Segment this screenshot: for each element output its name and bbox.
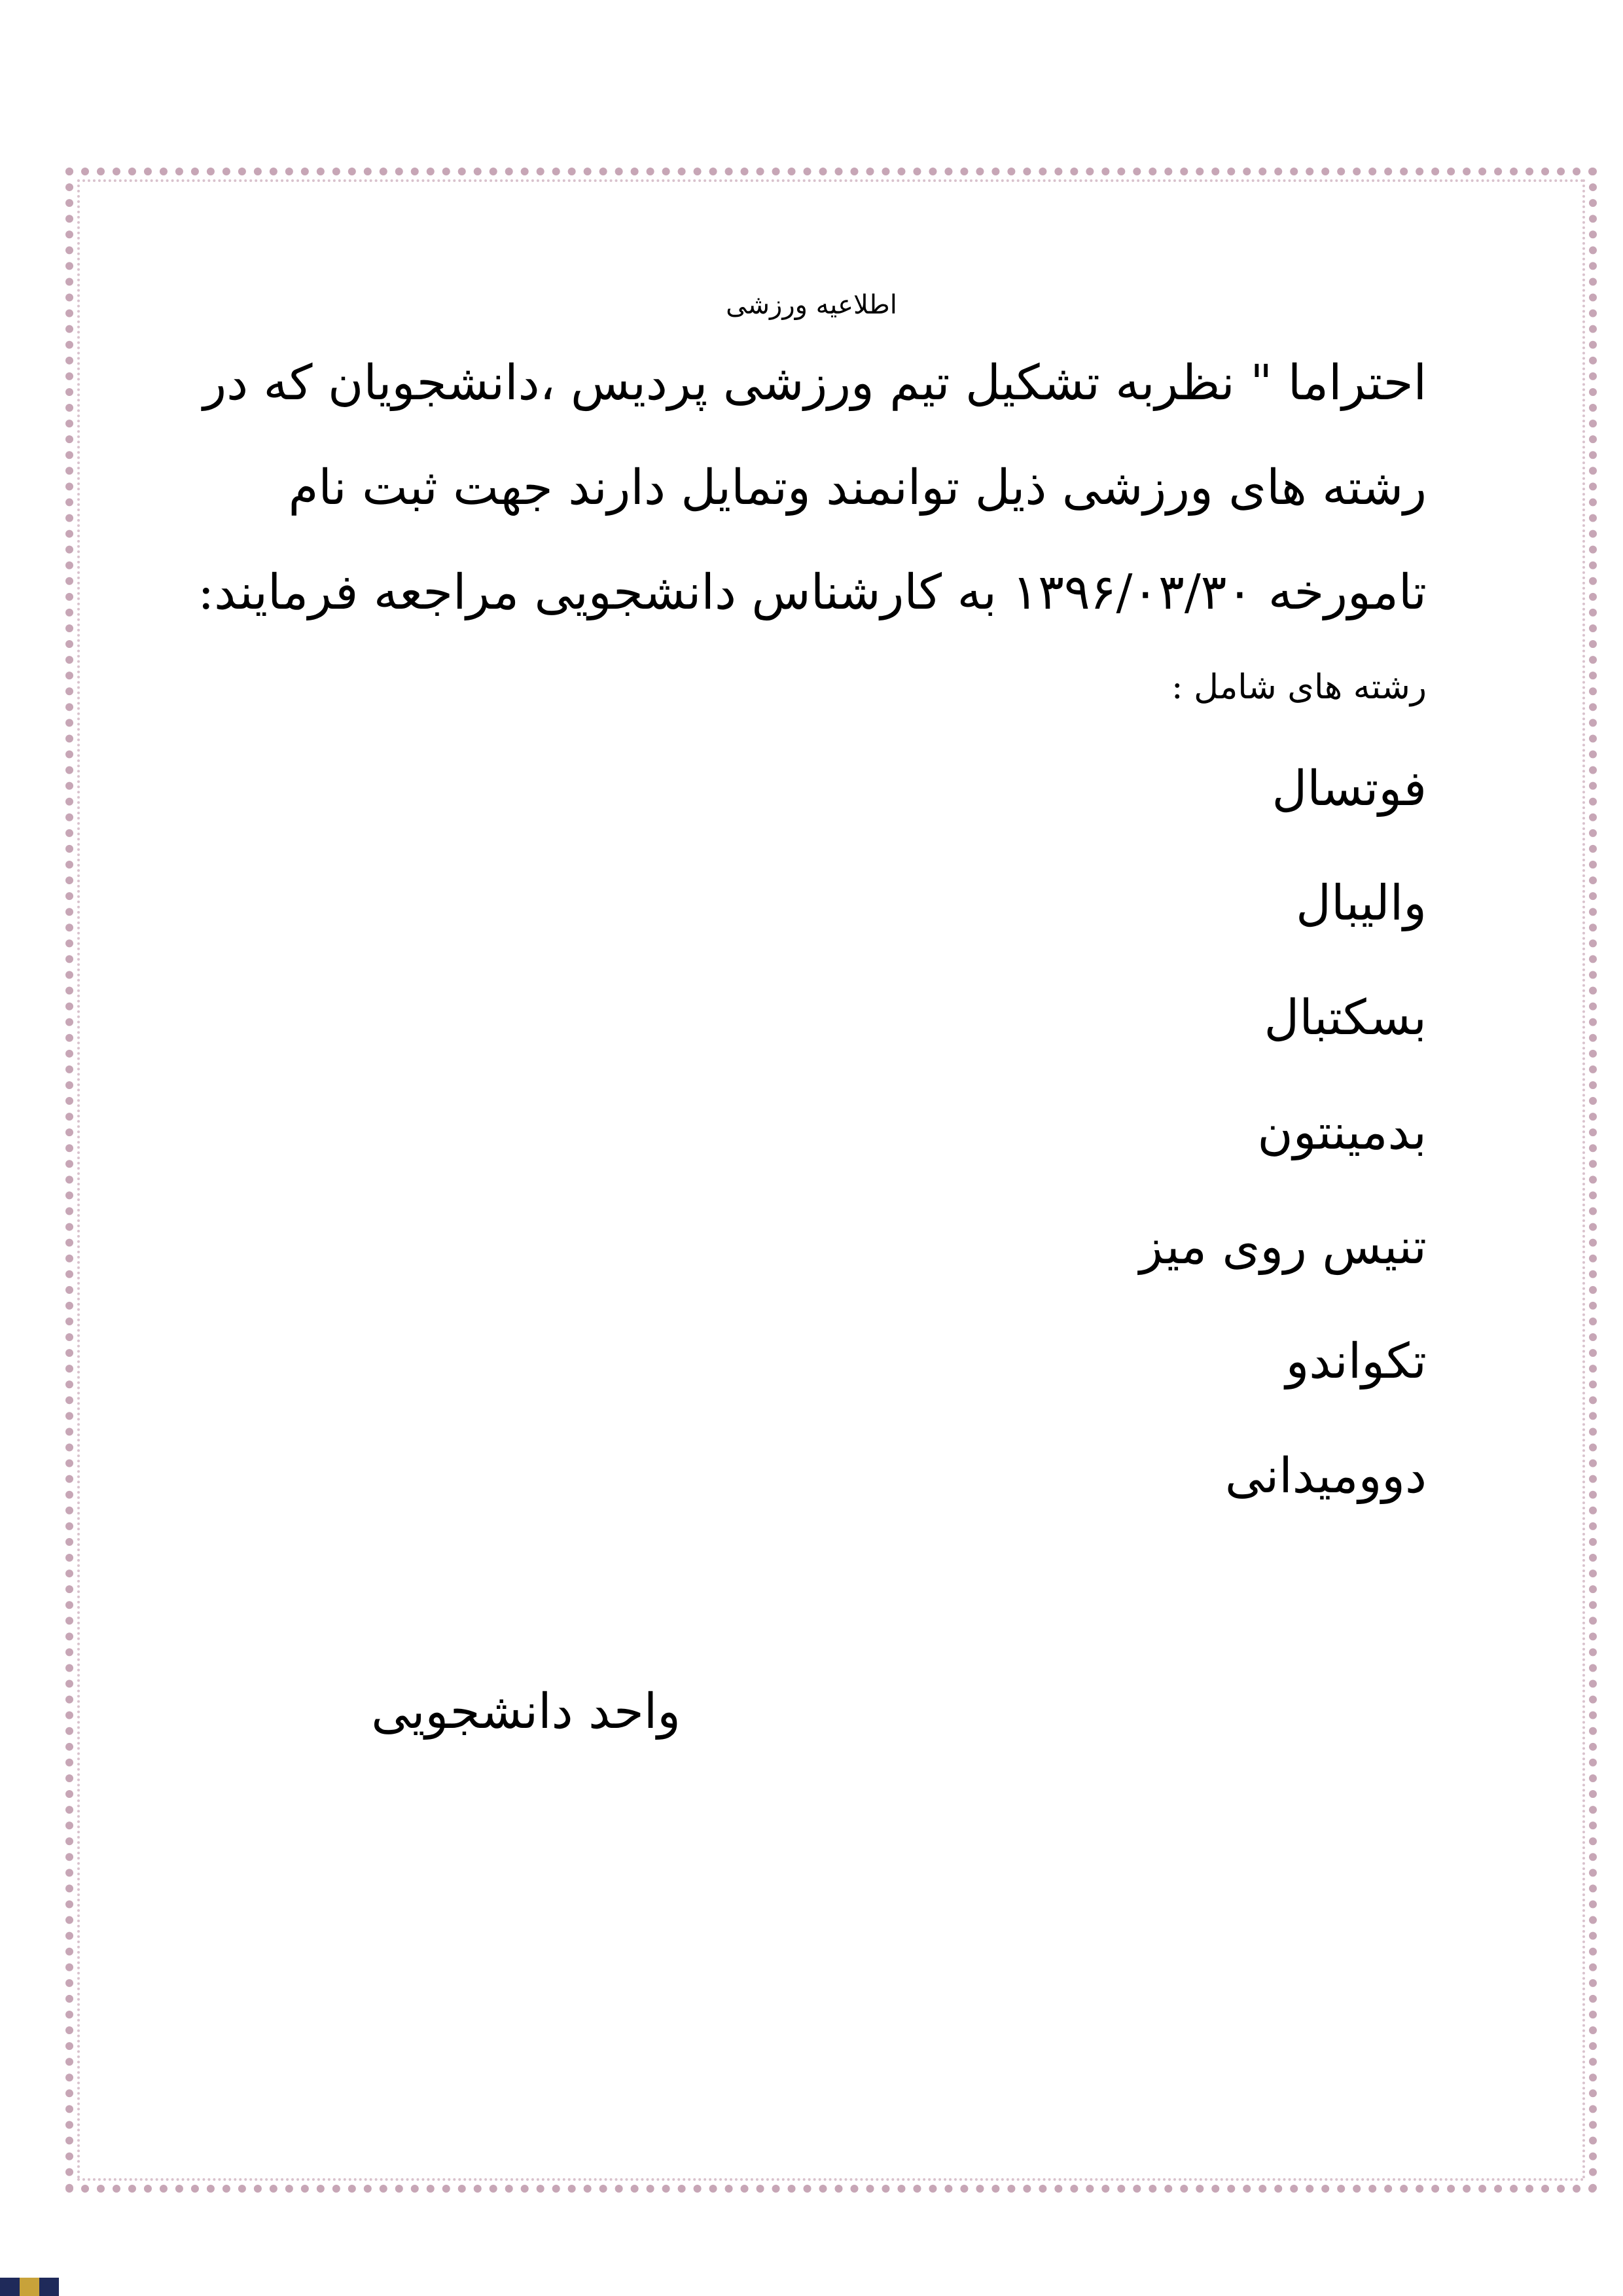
paragraph-line-2: رشته های ورزشی ذیل توانمند وتمایل دارند جهت ثبت نام <box>288 459 1427 516</box>
announcement-title: اطلاعیه ورزشی <box>726 290 897 320</box>
sport-item-badminton: بدمینتون <box>1257 1104 1427 1160</box>
badge-accent-shape <box>20 2278 39 2296</box>
sport-item-athletics: دوومیدانی <box>1224 1448 1427 1504</box>
sports-list-label: رشته های شامل : <box>1171 668 1427 707</box>
sport-item-table-tennis: تنیس روی میز <box>1139 1219 1427 1275</box>
paragraph-line-1: احتراما " نظربه تشکیل تیم ورزشی پردیس ،دانشجویان که در <box>203 355 1427 411</box>
sport-item-taekwondo: تکواندو <box>1285 1333 1427 1390</box>
signature-student-affairs: واحد دانشجویی <box>371 1683 681 1740</box>
footer-logo-badge <box>0 2278 59 2296</box>
sport-item-basketball: بسکتبال <box>1264 990 1427 1046</box>
sport-item-volleyball: والیبال <box>1296 875 1427 931</box>
paragraph-line-3: تامورخه ۱۳۹۶/۰۳/۳۰ به کارشناس دانشجویی مراجعه فرمایند: <box>198 564 1427 620</box>
sport-item-futsal: فوتسال <box>1272 761 1427 817</box>
